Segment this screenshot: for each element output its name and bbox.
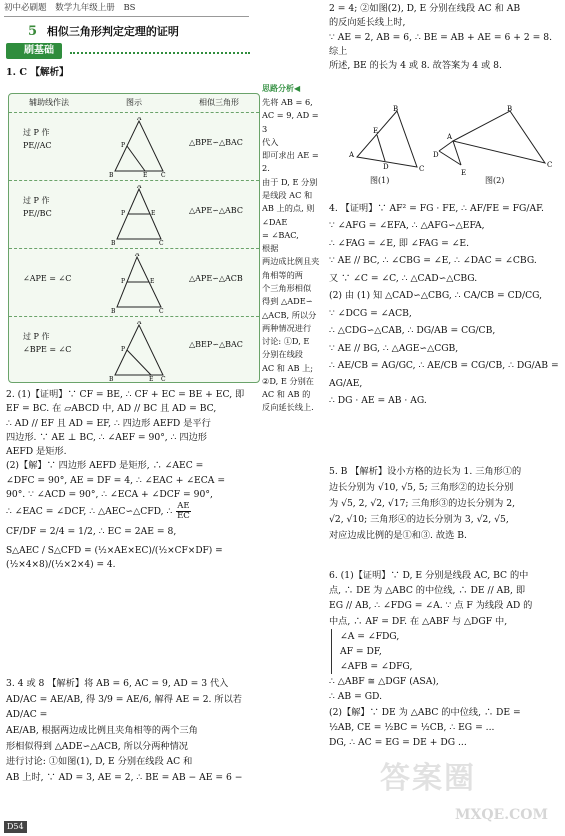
page-number: D54 [4,821,27,833]
q1-answer: C [19,67,27,78]
svg-text:E: E [143,172,148,177]
q1-tag: 【解析】 [30,67,69,78]
svg-text:C: C [161,376,166,381]
header-edition: BS [123,3,136,13]
svg-text:A: A [137,185,142,190]
table-row [9,180,259,248]
table-cell-method: 过 P 作 PE//AC [23,128,52,150]
svg-text:C: C [419,165,425,173]
figure-triangle [109,253,169,313]
figure-q3 [335,105,560,185]
svg-text:A: A [349,151,355,159]
table-cell-result: △APE∽△ABC [189,206,243,215]
table-row [9,112,259,180]
section-divider [70,52,250,54]
table-cell-method: ∠APE = ∠C [23,274,72,283]
svg-text:P: P [121,278,126,285]
header-grade: 初中必刷题 [4,3,47,13]
svg-text:E: E [151,210,156,217]
svg-text:B: B [109,376,114,381]
svg-text:B: B [111,308,116,313]
svg-text:P: P [121,346,126,353]
table-cell-method: 过 P 作 PE//BC [23,196,52,218]
svg-text:C: C [159,308,164,313]
table-header-figure: 图示 [126,98,142,107]
fig2-caption: 图(2) [485,176,505,185]
svg-text:C: C [159,240,164,245]
q3-continued: 2 = 4; ②如图(2), D, E 分别在线段 AC 和 AB 的反向延长线上时, ∵ AE = 2, AB = 6, ∴ BE = AB + AE = 6 + 2 = 8. 综上 所述, BE 的长为 4 或 8. 故答案为 4 或 8. [329,3,553,71]
q2-ratio: CF/DF = 2/4 = 1/2, ∴ EC = 2AE = 8, [6,525,177,537]
table-header-method: 辅助线作法 [29,98,69,107]
q5-text: 5. B 【解析】设小方格的边长为 1. 三角形①的 边长分别为 √10, √5, 5; 三角形②的边长分别 为 √5, 2, √2, √17; 三角形③的边长分别为 2, √2, √10; 三角形④的边长分别为 3, √2, √5, 对应边成比例的是①和③. 故选 B. [329,466,522,542]
svg-text:E: E [461,169,467,177]
svg-text:E: E [373,127,379,135]
table-row [9,316,259,382]
table-cell-result: △APE∽△ACB [189,274,243,283]
q6-text: 6. (1)【证明】∵ D, E 分别是线段 AC, BC 的中 点, ∴ DE 为 △ABC 的中位线, ∴ DE // AB, 即 EG // AB, ∴ ∠FDG = ∠A. ∵ 点 F 为线段 AD 的 中点, ∴ AF = DF. 在 △ABF 与 △DGF 中, ∠A = ∠FDG, AF = DF, ∠AFB = ∠DFG, ∴ △ABF ≅ △DGF (ASA), ∴ AB = GD. (2)【解】∵ DE 为 △ABC 的中位线, ∴ DE = ½AB, CE = ½BC = ½CB, ∴ EG = ... DG, ∴ AC = EG = DE + DG ... [329,568,559,750]
table-cell-result: △BPE∽△BAC [189,138,243,147]
svg-text:C: C [161,172,166,177]
q1-number: 1. [6,67,17,78]
q3-text: 3. 4 或 8 【解析】将 AB = 6, AC = 9, AD = 3 代入 AD/AC = AE/AB, 得 3/9 = AE/6, 解得 AE = 2. 所以若 AD/AC = AE/AB, 根据两边成比例且夹角相等的两个三角 形相似得到 △ADE∽△ACB, 所以分两种情况 进行讨论: ①如图(1), D, E 分别在线段 AC 和 AB 上时, ∵ AD = 3, AE = 2, ∴ BE = AB − AE = 6 − [6,678,243,783]
watermark-url: MXQE.COM [455,807,548,823]
lesson-title-text: 相似三角形判定定理的证明 [46,25,179,38]
fig1-caption: 图(1) [370,176,390,185]
svg-text:P: P [121,142,126,149]
svg-text:P: P [121,210,126,217]
svg-text:A: A [137,321,142,326]
lesson-title [28,22,179,42]
page-header [4,2,249,16]
header-rule [4,16,249,17]
table-cell-result: △BEP∽△BAC [189,340,243,349]
svg-text:B: B [507,105,513,113]
fraction: $\frac{AE}{EC}$ [177,501,190,521]
svg-text:C: C [547,161,553,169]
svg-text:D: D [433,151,439,159]
svg-text:B: B [111,240,116,245]
figure-triangle [109,185,169,245]
section-tag [6,43,62,59]
svg-text:A: A [137,117,142,122]
q2-area: S△AEC / S△CFD = (½×AE×EC)/(½×CF×DF) = (½×4×8)/(½×2×4) = 4. [6,546,223,571]
watermark-logo: 答案圈 [380,761,476,796]
lesson-number: 5 [28,24,38,39]
svg-text:E: E [150,278,155,285]
figure-triangle [109,321,169,381]
q2-text: 2. (1)【证明】∵ CF = BE, ∴ CF + EC = BE + EC, 即 EF = BC. 在 ▱ABCD 中, AD // BC 且 AD = BC, ∴ AD // EF 且 AD = EF, ∴ 四边形 AEFD 是平行 四边形. ∵ AE ⊥ BC, ∴ ∠AEF = 90°, ∴ 四边形 AEFD 是矩形. (2)【解】∵ 四边形 AEFD 是矩形, ∴ ∠AEC = ∠DFC = 90°, AE = DF = 4, ∴ ∠EAC + ∠ECA = 90°. ∵ ∠ACD = 90°, ∴ ∠ECA + ∠DCF = 90°, ∴ ∠EAC = ∠DCF, ∴ △AEC∽△CFD, ∴ $\frac{AE}{EC}$ CF/DF = 2/4 = 1/2, ∴ EC = 2AE = 8, S△AEC / S△CFD = (½×AE×EC)/(½×CF×DF) = (½×4×8)/(½×2×4) = 4. [6,388,261,573]
q4-text: 4. 【证明】∵ AF² = FG · FE, ∴ AF/FE = FG/AF. ∵ ∠AFG = ∠EFA, ∴ △AFG∽△EFA, ∴ ∠FAG = ∠E, 即 ∠FAG = ∠E. ∵ AE // BC, ∴ ∠CBG = ∠E, ∴ ∠DAC = ∠CBG. 又 ∵ ∠C = ∠C, ∴ △CAD∽△CBG. (2) 由 (1) 知 △CAD∽△CBG, ∴ CA/CB = CD/CG, ∵ ∠DCG = ∠ACB, ∴ △CDG∽△CAB, ∴ DG/AB = CG/CB, ∵ AE // BG, ∴ △AGE∽△CGB, ∴ AE/CB = AG/GC, ∴ AE/CB = CG/CB, ∴ DG/AB = AG/AE, ∴ DG · AE = AB · AG. [329,203,559,407]
analysis-title: 思路分析◀ [262,83,301,93]
analysis-notes: 先将 AB = 6, AC = 9, AD = 3 代入 即可求出 AE = 2. 由于 D, E 分别 是线段 AC 和 AB 上的点, 则 ∠DAE = ∠BAC, 根据 两边成比例且夹 角相等的两 个三角形相似 得到 △ADE∽ △ACB, 所以分 两种情况进行 讨论: ①D, E 分别在线段 AC 和 AB 上; ②D, E 分别在 AC 和 AB 的 反向延长线上. [262,97,320,413]
table-cell-method: 过 P 作 ∠BPE = ∠C [23,332,72,354]
table-header-similar: 相似三角形 [199,98,239,107]
header-book: 数学九年级上册 [55,3,115,13]
svg-text:A: A [447,133,453,141]
section-label: 刷基础 [24,45,54,56]
figure-triangle [109,117,169,177]
svg-text:D: D [383,163,389,171]
q1-header [6,66,248,81]
auxiliary-line-table [8,93,260,383]
svg-text:B: B [393,105,399,113]
svg-text:E: E [149,376,154,381]
svg-text:B: B [109,172,114,177]
table-row [9,248,259,316]
svg-text:A: A [135,253,140,258]
